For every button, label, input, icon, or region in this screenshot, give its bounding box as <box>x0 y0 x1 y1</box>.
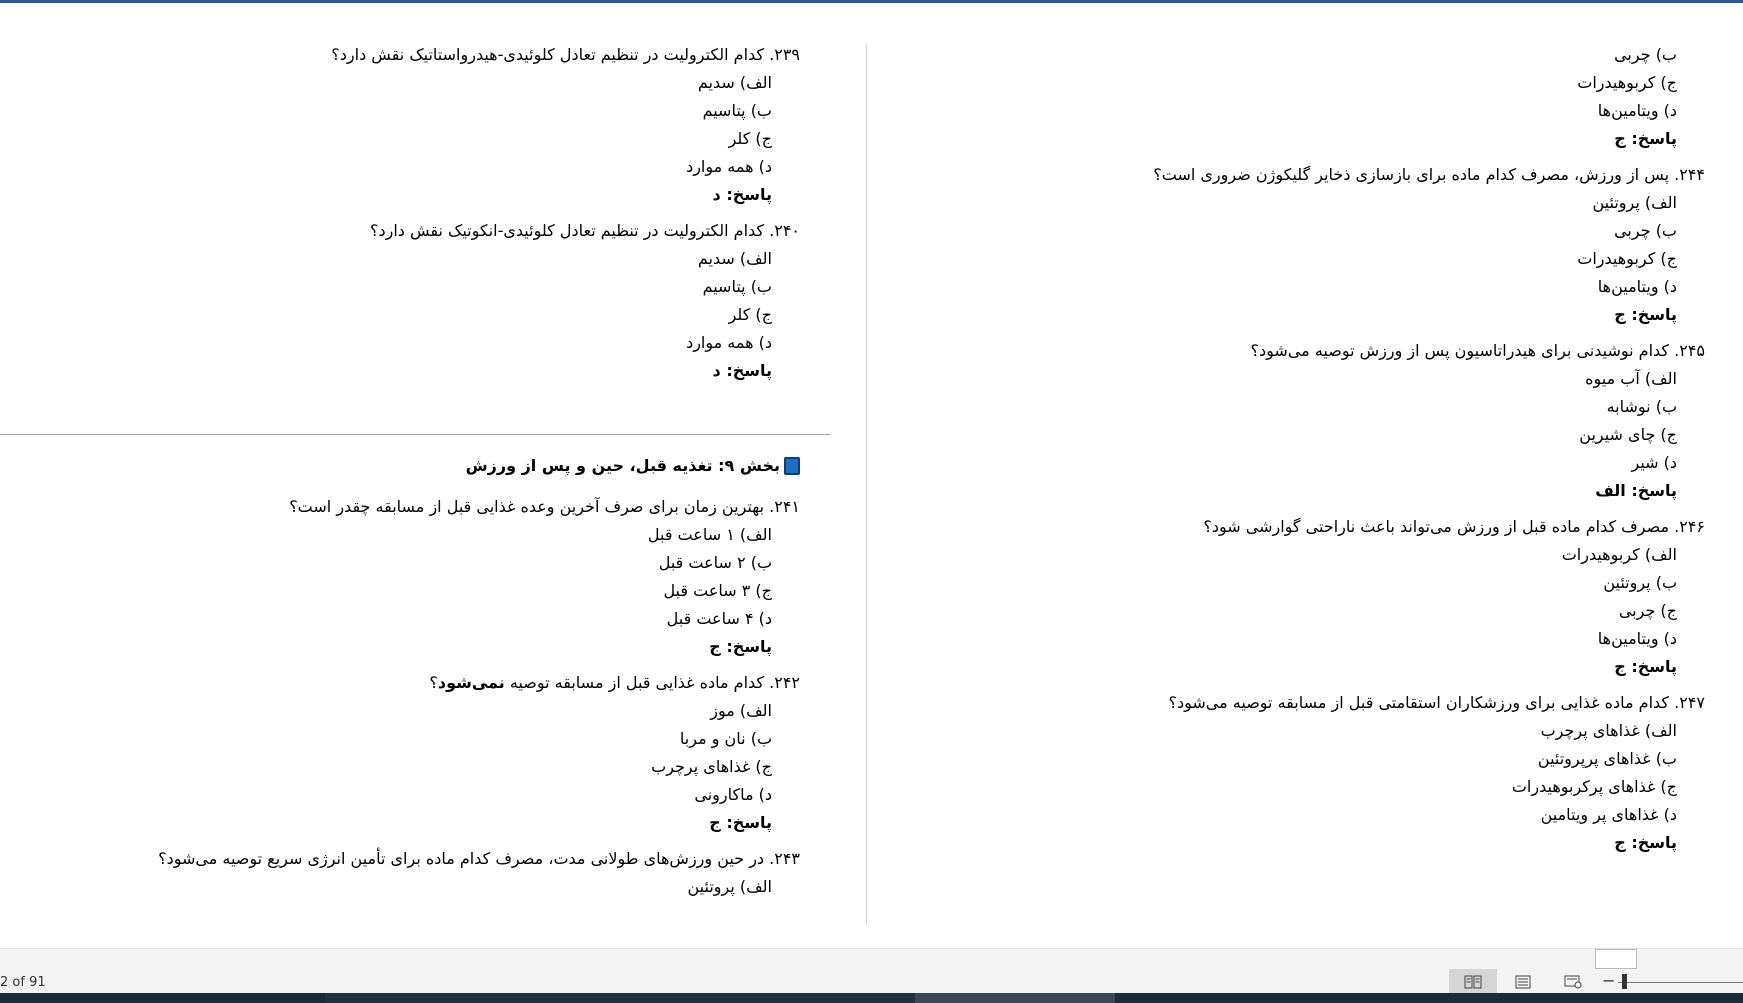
option: الف) سدیم <box>697 73 772 92</box>
question-241 <box>0 493 800 661</box>
option: ج) کربوهیدرات <box>1577 73 1677 92</box>
option: د) ویتامین‌ها <box>1597 629 1677 648</box>
option: الف) سدیم <box>697 249 772 268</box>
option: د) ویتامین‌ها <box>1597 101 1677 120</box>
question-text: ۲۴۵. کدام نوشیدنی برای هیدراتاسیون پس از ورزش توصیه می‌شود؟ <box>1250 341 1705 360</box>
taskbar-app-active[interactable] <box>915 993 1115 1003</box>
answer: پاسخ: ج <box>1614 657 1677 676</box>
question-text: ۲۴۴. پس از ورزش، مصرف کدام ماده برای بازسازی ذخایر گلیکوژن ضروری است؟ <box>1153 165 1705 184</box>
option: ج) غذاهای پرچرب <box>651 757 772 776</box>
option: الف) موز <box>710 701 772 720</box>
answer: پاسخ: ج <box>1614 305 1677 324</box>
question-240 <box>0 217 800 385</box>
answer: پاسخ: الف <box>1595 481 1677 500</box>
print-layout-icon <box>1514 975 1532 989</box>
option: الف) پروتئین <box>1592 193 1677 212</box>
taskbar-app[interactable] <box>325 993 915 1003</box>
option: ج) ۳ ساعت قبل <box>663 581 772 600</box>
question-text-end: ؟ <box>429 673 438 692</box>
document-page <box>0 3 1743 948</box>
answer: پاسخ: ج <box>1614 833 1677 852</box>
question-243 <box>0 845 800 901</box>
option: ب) چربی <box>1614 221 1677 240</box>
question-243-continued <box>900 41 1705 153</box>
print-layout-button[interactable] <box>1499 969 1547 994</box>
section-divider <box>0 434 830 435</box>
status-bar <box>0 948 1743 994</box>
question-text: ۲۳۹. کدام الکترولیت در تنظیم تعادل کلوئیدی-هیدرواستاتیک نقش دارد؟ <box>331 45 800 64</box>
option: د) غذاهای پر ویتامین <box>1540 805 1677 824</box>
option: ب) نوشابه <box>1606 397 1677 416</box>
zoom-slider-track[interactable] <box>1618 982 1743 983</box>
option: ج) کلر <box>728 305 772 324</box>
option: الف) آب میوه <box>1585 369 1677 388</box>
question-239 <box>0 41 800 209</box>
option: الف) غذاهای پرچرب <box>1540 721 1677 740</box>
option: ب) نان و مربا <box>679 729 772 748</box>
option: ب) غذاهای پرپروتئین <box>1537 749 1677 768</box>
left-column-top <box>0 41 800 393</box>
section-heading <box>0 451 800 481</box>
option: ج) کلر <box>728 129 772 148</box>
column-divider <box>866 45 867 925</box>
question-text-part: ۲۴۲. کدام ماده غذایی قبل از مسابقه توصیه <box>504 673 800 692</box>
answer: پاسخ: ج <box>709 813 772 832</box>
answer: پاسخ: ج <box>1614 129 1677 148</box>
question-244 <box>900 161 1705 329</box>
question-text: ۲۴۷. کدام ماده غذایی برای ورزشکاران استقامتی قبل از مسابقه توصیه می‌شود؟ <box>1168 693 1705 712</box>
book-icon <box>784 457 800 475</box>
option: ج) غذاهای پرکربوهیدرات <box>1511 777 1677 796</box>
option: ب) پتاسیم <box>702 101 772 120</box>
question-text: ۲۴۱. بهترین زمان برای صرف آخرین وعده غذایی قبل از مسابقه چقدر است؟ <box>289 497 800 516</box>
option: ب) پروتئین <box>1603 573 1677 592</box>
answer: پاسخ: د <box>712 361 772 380</box>
option: الف) ۱ ساعت قبل <box>647 525 772 544</box>
question-246 <box>900 513 1705 681</box>
option: د) شیر <box>1631 453 1677 472</box>
option: ب) ۲ ساعت قبل <box>658 553 772 572</box>
page-count[interactable]: 2 of 91 <box>0 975 46 990</box>
answer: پاسخ: ج <box>709 637 772 656</box>
question-text: ۲۴۶. مصرف کدام ماده قبل از ورزش می‌تواند باعث ناراحتی گوارشی شود؟ <box>1203 517 1705 536</box>
option: ج) کربوهیدرات <box>1577 249 1677 268</box>
section-heading-text: بخش ۹: تغذیه قبل، حین و پس از ورزش <box>465 456 780 475</box>
zoom-slider-thumb[interactable] <box>1622 974 1627 989</box>
question-text-emphasis: نمی‌شود <box>437 673 505 692</box>
answer: پاسخ: د <box>712 185 772 204</box>
option: الف) کربوهیدرات <box>1561 545 1677 564</box>
option: ج) چای شیرین <box>1579 425 1677 444</box>
read-mode-icon <box>1464 975 1482 989</box>
question-text: ۲۴۳. در حین ورزش‌های طولانی مدت، مصرف کدام ماده برای تأمین انرژی سریع توصیه می‌شود؟ <box>158 849 800 868</box>
question-text <box>0 669 800 697</box>
option: د) همه موارد <box>686 333 772 352</box>
question-245 <box>900 337 1705 505</box>
question-247 <box>900 689 1705 857</box>
option: د) ویتامین‌ها <box>1597 277 1677 296</box>
read-mode-button[interactable] <box>1449 969 1497 994</box>
option: ب) پتاسیم <box>702 277 772 296</box>
status-box <box>1595 949 1637 969</box>
web-layout-button[interactable] <box>1549 969 1597 994</box>
question-242 <box>0 669 800 837</box>
option: ب) چربی <box>1614 45 1677 64</box>
right-column <box>900 41 1705 865</box>
web-layout-icon <box>1564 975 1582 989</box>
option: د) ماکارونی <box>694 785 772 804</box>
option: د) ۴ ساعت قبل <box>666 609 772 628</box>
question-text: ۲۴۰. کدام الکترولیت در تنظیم تعادل کلوئیدی-انکوتیک نقش دارد؟ <box>369 221 800 240</box>
zoom-out-button[interactable]: − <box>1602 971 1616 990</box>
option: د) همه موارد <box>686 157 772 176</box>
option: ج) چربی <box>1618 601 1677 620</box>
left-column-section-9 <box>0 451 800 901</box>
option: الف) پروتئین <box>687 877 772 896</box>
